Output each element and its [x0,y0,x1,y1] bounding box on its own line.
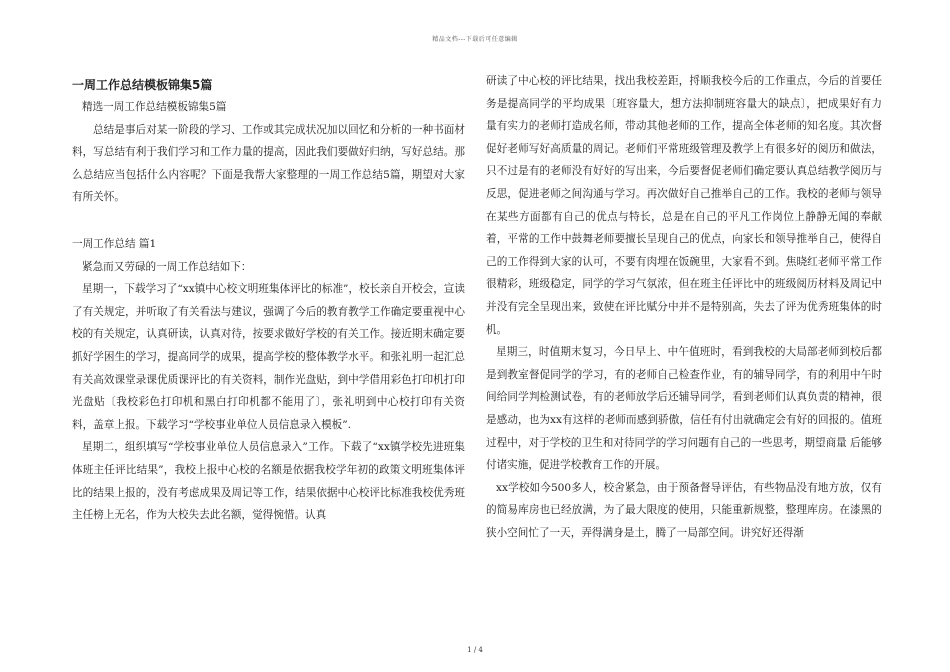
intro-paragraph: 总结是事后对某一阶段的学习、工作或其完成状况加以回忆和分析的一种书面材料，写总结有利于我们学习和工作力量的提高，因此我们要做好归纳，写好总结。那么总结应当包括什么内容呢？下面是我帮大家整理的一周工作总结5篇，期望对大家有所关怀。 [72,123,465,204]
paragraph-school-storage: xx学校如今500多人，校舍紧急，由于预备督导评估，有些物品没有地方放，仅有的简易库房也已经放满，为了最大限度的使用，只能重新规整，整理库房。在漆黑的狭小空间忙了一天，弄得满身是土，腾了一局部空间。讲究好还得渐 [486,481,882,539]
right-column [486,70,882,544]
paragraph-monday: 星期一，下载学习了“xx镇中心校文明班集体评比的标准”，校长亲自开校会，宣读了有关规定，并听取了有关看法与建议，强调了今后的教育教学工作确定要重视中心校的有关规定，认真研读，认真对待，按要求做好学校的有关工作。接近期末确定要抓好学困生的学习，提高同学的成果，提高学校的整体教学水平。和张礼明一起汇总有关高效课堂录课优质课评比的有关资料，制作光盘贴，到中学借用彩色打印机打印光盘贴〔我校彩色打印机和黑白打印机都不能用了〕，张礼明到中心校打印有关资料，盖章上报。下载学习“学校事业单位人员信息录入模板”. [72,283,465,431]
left-column [72,70,465,527]
document-title: 一周工作总结模板锦集5篇 [72,78,213,92]
document-subtitle: 精选一周工作总结模板锦集5篇 [82,101,227,113]
paragraph-wednesday: 星期三，时值期末复习，今日早上、中午值班时，看到我校的大局部老师到校后都是到教室督促同学的学习，有的老师自己检查作业，有的辅导同学，有的利用中午时间给同学判检测试卷，有的老师放学后还辅导同学，看到老师们认真负责的精神，很是感动，也为xx有这样的老师而感到骄傲，信任有付出就确定会有好的回报的。值班过程中，对于学校的卫生和对待同学的学习问题有自己的一些思考，期望商量 后能够付诸实施，促进学校教育工作的开展。 [486,346,882,472]
section-intro: 紧急而又劳碌的一周工作总结如下： [82,260,252,273]
page-number: 1 / 4 [467,646,483,654]
spacer [72,209,465,233]
paragraph-tuesday: 星期二，组织填写“学校事业单位人员信息录入”工作。下载了“xx镇学校先进班集体班主任评比结果”，我校上报中心校的名额是依据我校学年初的政策文明班集体评比的结果上报的，没有考虑成果及周记等工作，结果依据中心校评比标准我校优秀班主任榜上无名，作为大校失去此名额，觉得惋惜。认真 [72,441,465,522]
paragraph-continued: 研读了中心校的评比结果，找出我校差距，捋顺我校今后的工作重点，今后的首要任务是提高同学的平均成果〔班容量大，想方法抑制班容量大的缺点〕，把成果好有力量有实力的老师打造成名师，带动其他老师的工作，提高全体老师的知名度。其次督促好老师写好高质量的周记。老师们平常班级管理及教学上有很多好的阅历和做法，只不过是有的老师没有好好的写出来，今后要督促老师们确定要认真总结教学阅历与反思，促进老师之间沟通与学习。再次做好自己推举自己的工作。我校的老师与领导在某些方面都有自己的优点与特长，总是在自己的平凡工作岗位上静静无闻的奉献着，平常的工作中鼓舞老师要擅长呈现自己的优点，向家长和领导推举自己，使得自己的工作得到大家的认可，不要有肉埋在饭碗里，大家看不到。焦晓红老师平常工作很精彩，班级稳定，同学的学习气氛浓，但在班主任评比中的班级阅历材料及周记中并没有完全呈现出来，致使在评比赋分中并不是特别高，失去了评为优秀班集体的时机。 [486,75,882,336]
page-header: 精品文档---下载后可任意编辑 [432,36,518,43]
section-heading: 一周工作总结 篇1 [72,237,157,250]
